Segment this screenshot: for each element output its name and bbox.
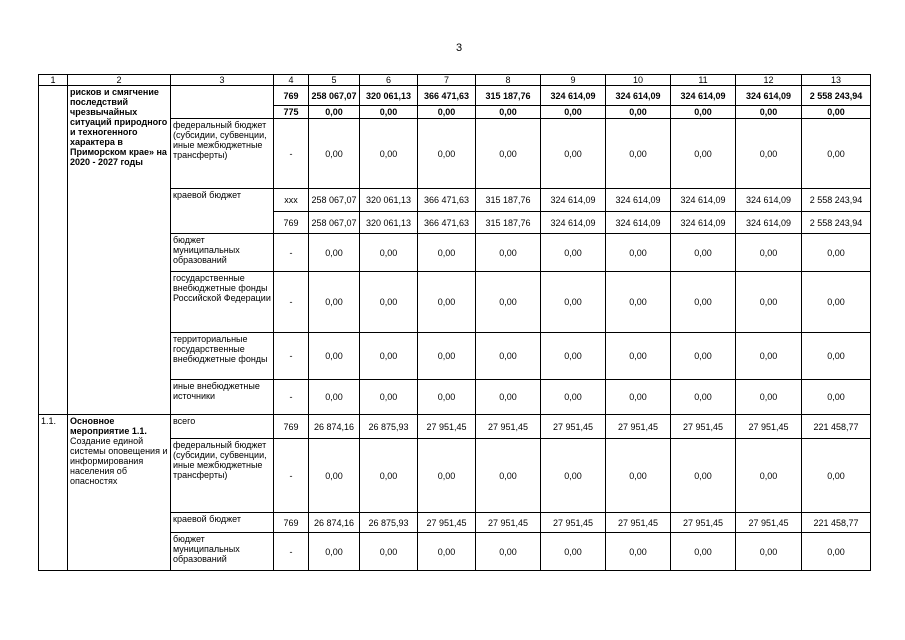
source-cell: краевой бюджет	[171, 189, 274, 234]
value-cell-col11: 27 951,45	[671, 513, 736, 533]
value-cell-col12: 324 614,09	[736, 189, 802, 212]
value-cell-col10: 324 614,09	[606, 212, 671, 234]
value-cell-col12: 27 951,45	[736, 415, 802, 439]
value-cell-col6: 0,00	[360, 119, 418, 189]
value-cell-col6: 26 875,93	[360, 415, 418, 439]
code-cell: 769	[274, 212, 309, 234]
value-cell-col9: 324 614,09	[541, 189, 606, 212]
value-cell-col12: 0,00	[736, 533, 802, 571]
value-cell-col10: 0,00	[606, 380, 671, 415]
value-cell-col10: 27 951,45	[606, 513, 671, 533]
value-cell-col5: 0,00	[309, 380, 360, 415]
table-row	[39, 415, 871, 439]
value-cell-col6: 320 061,13	[360, 86, 418, 106]
value-cell-col8: 27 951,45	[476, 513, 541, 533]
value-cell-col5: 0,00	[309, 234, 360, 272]
value-cell-col10: 0,00	[606, 439, 671, 513]
value-cell-col13: 0,00	[802, 380, 871, 415]
value-cell-col6: 0,00	[360, 439, 418, 513]
column-header-1: 1	[39, 75, 68, 86]
column-header-2: 2	[68, 75, 171, 86]
value-cell-col9: 0,00	[541, 533, 606, 571]
source-cell: бюджет муниципальных образований	[171, 234, 274, 272]
activity-title-text: Создание единой системы оповещения и информирования населения об опасностях	[70, 436, 168, 486]
value-cell-col9: 0,00	[541, 333, 606, 380]
value-cell-col6: 320 061,13	[360, 189, 418, 212]
value-cell-col6: 0,00	[360, 333, 418, 380]
value-cell-col10: 0,00	[606, 106, 671, 119]
code-cell: -	[274, 380, 309, 415]
value-cell-col9: 324 614,09	[541, 212, 606, 234]
source-cell: бюджет муниципальных образований	[171, 533, 274, 571]
table-row	[39, 86, 871, 106]
column-header-4: 4	[274, 75, 309, 86]
value-cell-col10: 0,00	[606, 533, 671, 571]
value-cell-col13: 0,00	[802, 533, 871, 571]
value-cell-col12: 0,00	[736, 439, 802, 513]
source-cell: федеральный бюджет (субсидии, субвенции, иные межбюджетные трансферты)	[171, 119, 274, 189]
value-cell-col7: 0,00	[418, 439, 476, 513]
value-cell-col7: 27 951,45	[418, 513, 476, 533]
value-cell-col6: 26 875,93	[360, 513, 418, 533]
code-cell: -	[274, 439, 309, 513]
value-cell-col9: 0,00	[541, 380, 606, 415]
value-cell-col7: 366 471,63	[418, 189, 476, 212]
source-cell: иные внебюджетные источники	[171, 380, 274, 415]
program-title-cell: рисков и смягчение последствий чрезвычайных ситуаций природного и техногенного характера в Приморском крае» на 2020 - 2027 годы	[68, 86, 171, 415]
column-header-row	[39, 75, 871, 86]
column-header-10: 10	[606, 75, 671, 86]
value-cell-col12: 27 951,45	[736, 513, 802, 533]
value-cell-col8: 0,00	[476, 234, 541, 272]
column-header-3: 3	[171, 75, 274, 86]
code-cell: 769	[274, 415, 309, 439]
activity-title-bold: Основное мероприятие 1.1.	[70, 416, 147, 436]
code-cell: -	[274, 119, 309, 189]
value-cell-col8: 315 187,76	[476, 212, 541, 234]
value-cell-col13: 2 558 243,94	[802, 189, 871, 212]
source-cell: краевой бюджет	[171, 513, 274, 533]
value-cell-col10: 0,00	[606, 119, 671, 189]
value-cell-col7: 0,00	[418, 234, 476, 272]
value-cell-col11: 27 951,45	[671, 415, 736, 439]
value-cell-col12: 0,00	[736, 380, 802, 415]
value-cell-col9: 0,00	[541, 106, 606, 119]
value-cell-col5: 26 874,16	[309, 415, 360, 439]
value-cell-col8: 315 187,76	[476, 189, 541, 212]
value-cell-col13: 0,00	[802, 106, 871, 119]
value-cell-col7: 27 951,45	[418, 415, 476, 439]
value-cell-col9: 0,00	[541, 234, 606, 272]
value-cell-col11: 324 614,09	[671, 212, 736, 234]
value-cell-col9: 0,00	[541, 119, 606, 189]
value-cell-col6: 0,00	[360, 380, 418, 415]
value-cell-col12: 0,00	[736, 333, 802, 380]
source-cell	[171, 86, 274, 119]
value-cell-col10: 324 614,09	[606, 86, 671, 106]
value-cell-col12: 0,00	[736, 272, 802, 333]
value-cell-col5: 258 067,07	[309, 212, 360, 234]
value-cell-col7: 0,00	[418, 106, 476, 119]
code-cell: -	[274, 333, 309, 380]
value-cell-col13: 221 458,77	[802, 513, 871, 533]
value-cell-col10: 0,00	[606, 272, 671, 333]
column-header-5: 5	[309, 75, 360, 86]
column-header-8: 8	[476, 75, 541, 86]
value-cell-col7: 0,00	[418, 333, 476, 380]
value-cell-col13: 2 558 243,94	[802, 212, 871, 234]
value-cell-col5: 0,00	[309, 106, 360, 119]
value-cell-col8: 0,00	[476, 106, 541, 119]
value-cell-col5: 258 067,07	[309, 189, 360, 212]
value-cell-col12: 0,00	[736, 119, 802, 189]
activity-title-cell	[68, 415, 171, 571]
value-cell-col8: 0,00	[476, 333, 541, 380]
value-cell-col9: 324 614,09	[541, 86, 606, 106]
value-cell-col9: 0,00	[541, 272, 606, 333]
value-cell-col5: 0,00	[309, 119, 360, 189]
value-cell-col7: 0,00	[418, 119, 476, 189]
value-cell-col12: 324 614,09	[736, 212, 802, 234]
source-cell: федеральный бюджет (субсидии, субвенции, иные межбюджетные трансферты)	[171, 439, 274, 513]
value-cell-col7: 366 471,63	[418, 212, 476, 234]
budget-table	[38, 74, 871, 571]
code-cell: 775	[274, 106, 309, 119]
column-header-13: 13	[802, 75, 871, 86]
value-cell-col10: 0,00	[606, 234, 671, 272]
value-cell-col11: 0,00	[671, 272, 736, 333]
value-cell-col5: 0,00	[309, 272, 360, 333]
value-cell-col6: 320 061,13	[360, 212, 418, 234]
value-cell-col13: 0,00	[802, 119, 871, 189]
value-cell-col12: 0,00	[736, 106, 802, 119]
value-cell-col10: 0,00	[606, 333, 671, 380]
value-cell-col11: 0,00	[671, 106, 736, 119]
code-cell: 769	[274, 86, 309, 106]
value-cell-col11: 324 614,09	[671, 189, 736, 212]
code-cell: 769	[274, 513, 309, 533]
code-cell: -	[274, 272, 309, 333]
column-header-12: 12	[736, 75, 802, 86]
column-header-7: 7	[418, 75, 476, 86]
value-cell-col12: 0,00	[736, 234, 802, 272]
value-cell-col13: 0,00	[802, 439, 871, 513]
value-cell-col7: 0,00	[418, 380, 476, 415]
value-cell-col8: 0,00	[476, 439, 541, 513]
value-cell-col8: 0,00	[476, 380, 541, 415]
value-cell-col13: 2 558 243,94	[802, 86, 871, 106]
value-cell-col9: 27 951,45	[541, 415, 606, 439]
code-cell: -	[274, 234, 309, 272]
value-cell-col13: 0,00	[802, 333, 871, 380]
value-cell-col13: 0,00	[802, 272, 871, 333]
value-cell-col10: 27 951,45	[606, 415, 671, 439]
value-cell-col11: 0,00	[671, 533, 736, 571]
value-cell-col5: 26 874,16	[309, 513, 360, 533]
value-cell-col5: 0,00	[309, 533, 360, 571]
value-cell-col8: 0,00	[476, 272, 541, 333]
code-cell: ххх	[274, 189, 309, 212]
value-cell-col9: 27 951,45	[541, 513, 606, 533]
section-number-cell	[39, 86, 68, 415]
value-cell-col11: 324 614,09	[671, 86, 736, 106]
source-cell: всего	[171, 415, 274, 439]
value-cell-col8: 0,00	[476, 533, 541, 571]
value-cell-col13: 221 458,77	[802, 415, 871, 439]
value-cell-col6: 0,00	[360, 106, 418, 119]
value-cell-col5: 0,00	[309, 439, 360, 513]
value-cell-col6: 0,00	[360, 234, 418, 272]
value-cell-col11: 0,00	[671, 234, 736, 272]
value-cell-col8: 27 951,45	[476, 415, 541, 439]
value-cell-col11: 0,00	[671, 380, 736, 415]
value-cell-col9: 0,00	[541, 439, 606, 513]
value-cell-col8: 0,00	[476, 119, 541, 189]
value-cell-col5: 0,00	[309, 333, 360, 380]
value-cell-col11: 0,00	[671, 333, 736, 380]
value-cell-col11: 0,00	[671, 439, 736, 513]
value-cell-col13: 0,00	[802, 234, 871, 272]
value-cell-col5: 258 067,07	[309, 86, 360, 106]
column-header-11: 11	[671, 75, 736, 86]
value-cell-col12: 324 614,09	[736, 86, 802, 106]
source-cell: территориальные государственные внебюджетные фонды	[171, 333, 274, 380]
value-cell-col6: 0,00	[360, 533, 418, 571]
value-cell-col7: 0,00	[418, 272, 476, 333]
value-cell-col11: 0,00	[671, 119, 736, 189]
value-cell-col7: 0,00	[418, 533, 476, 571]
column-header-9: 9	[541, 75, 606, 86]
value-cell-col7: 366 471,63	[418, 86, 476, 106]
page-number: 3	[456, 42, 463, 54]
code-cell: -	[274, 533, 309, 571]
value-cell-col8: 315 187,76	[476, 86, 541, 106]
column-header-6: 6	[360, 75, 418, 86]
value-cell-col10: 324 614,09	[606, 189, 671, 212]
section-number-cell: 1.1.	[39, 415, 68, 571]
source-cell: государственные внебюджетные фонды Российской Федерации	[171, 272, 274, 333]
value-cell-col6: 0,00	[360, 272, 418, 333]
